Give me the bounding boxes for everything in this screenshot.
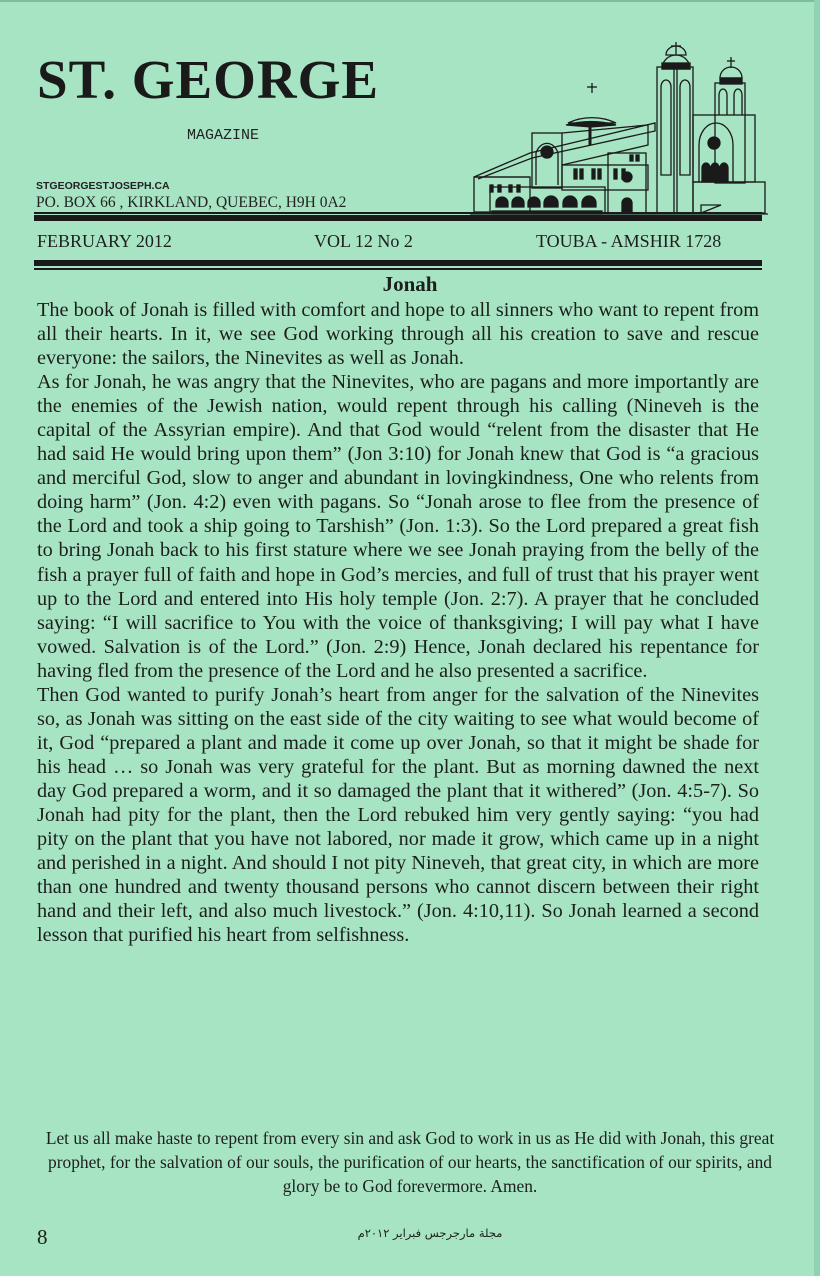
article-body (37, 298, 759, 947)
website-link[interactable]: STGEORGESTJOSEPH.CA (36, 180, 170, 192)
page-number: 8 (37, 1225, 48, 1249)
closing-prayer: Let us all make haste to repent from every sin and ask God to work in us as He did with Jonah, this great prophet, for the salvation of our souls, the purification of our hearts, the sanctification of our spirits, and glory be to God forevermore. Amen. (45, 1128, 775, 1196)
church-icon (470, 35, 770, 220)
page-right-edge (814, 0, 820, 1276)
header-rule-thick (34, 215, 762, 221)
infobar-rule-thick (34, 260, 762, 266)
issue-date: FEBRUARY 2012 (37, 231, 172, 251)
issue-volume: VOL 12 No 2 (314, 231, 413, 251)
infobar-rule-thin (34, 268, 762, 270)
article-paragraph: The book of Jonah is filled with comfort and hope to all sinners who want to repent from all their hearts. In it, we see God working through all his creation to save and rescue everyone: the sailors, the Ninevites as well as Jonah. (37, 299, 759, 370)
article-paragraph: Then God wanted to purify Jonah’s heart from anger for the salvation of the Ninevites so, as Jonah was sitting on the east side of the city waiting to see what would become of it, God “prepared a plant and made it come up over Jonah, so that it might be shade for his head … so Jonah was very grateful for the plant. But as morning dawned the next day God prepared a worm, and it so damaged the plant that it withered” (Jon. 4:5-7). So Jonah had pity for the plant, then the Lord rebuked him very gently saying: “you had pity on the plant that you have not labored, nor made it grow, which came up in a night and perished in a night. And should I not pity Nineveh, that great city, in which are more than one hundred and twenty thousand persons who cannot discern between their right hand and their left, and also much livestock.” (Jon. 4:10,11). So Jonah learned a second lesson that purified his heart from selfishness. (37, 683, 759, 947)
magazine-subtitle: MAGAZINE (187, 127, 260, 144)
mailing-address: PO. BOX 66 , KIRKLAND, QUEBEC, H9H 0A2 (36, 194, 347, 211)
arabic-footer-caption: مجلة مارجرجس فبراير ٢٠١٢م (357, 1226, 503, 1240)
article-title: Jonah (382, 272, 438, 296)
coptic-date: TOUBA - AMSHIR 1728 (536, 231, 722, 251)
page-top-edge (0, 0, 820, 2)
header-rule-thin (34, 212, 762, 214)
article-paragraph: As for Jonah, he was angry that the Ninevites, who are pagans and more importantly are the enemies of the Jewish nation, would repent through his calling (Nineveh is the capital of the Assyrian empire). And that God would “relent from the disaster that He had said He would bring upon them” (Jon 3:10) for Jonah knew that God is “a gracious and merciful God, slow to anger and abundant in lovingkindness, One who relents from doing harm” (Jon. 4:2) even with pagans. So “Jonah arose to flee from the presence of the Lord and took a ship going to Tarshish” (Jon. 1:3). So the Lord prepared a great fish to bring Jonah back to his first stature where we see Jonah praying from the belly of the fish a prayer full of faith and hope in God’s mercies, and full of trust that his prayer went up to the Lord and entered into His holy temple (Jon. 2:7). A prayer that he concluded saying: “I will sacrifice to You with the voice of thanksgiving; I will pay what I have vowed. Salvation is of the Lord.” (Jon. 2:9) Hence, Jonah declared his repentance for having fled from the presence of the Lord and he also presented a sacrifice. (37, 371, 759, 682)
magazine-title: ST. GEORGE (37, 49, 380, 110)
